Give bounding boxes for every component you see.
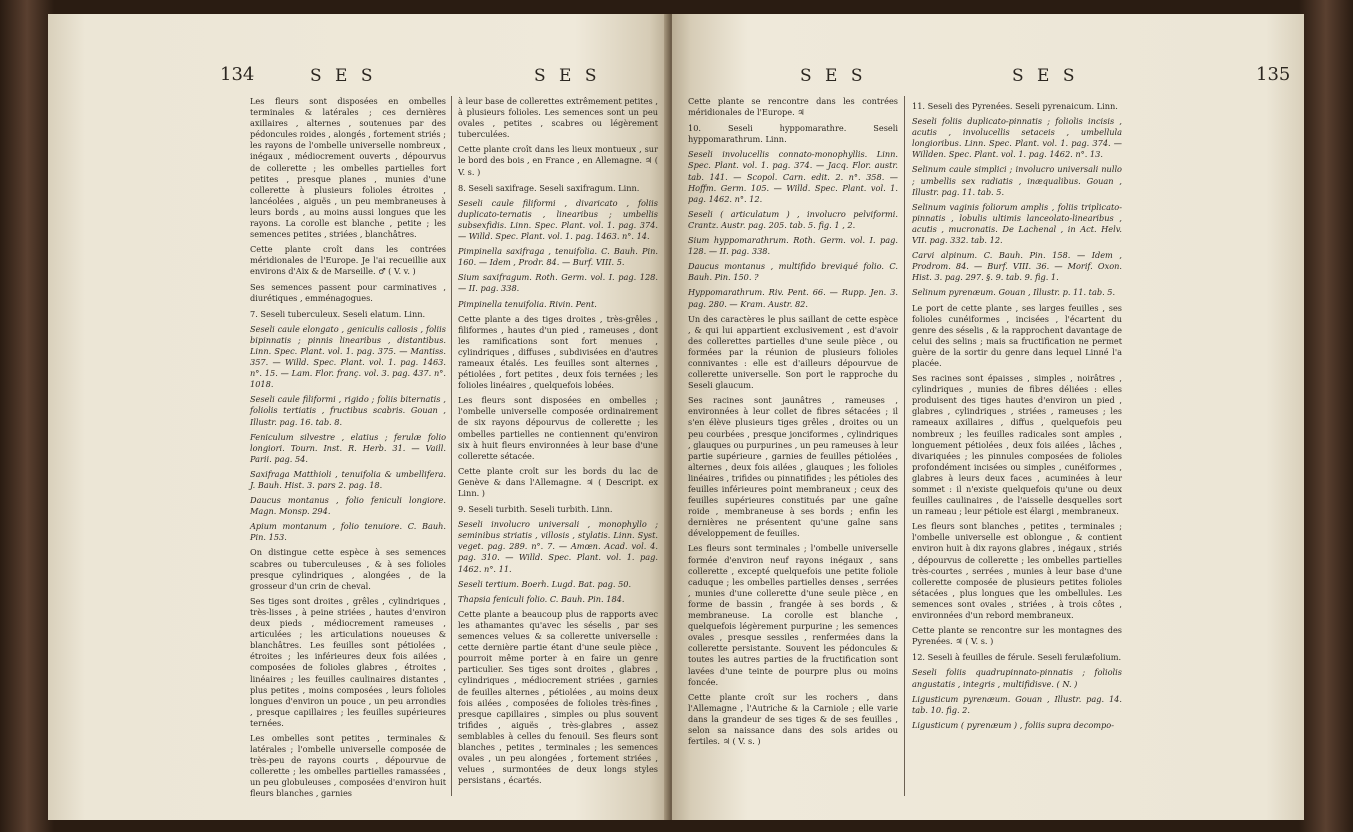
paragraph: 8. Seseli saxifrage. Seseli saxifragum. Linn. <box>458 182 640 193</box>
paragraph: Les ombelles sont petites , terminales & latérales ; l'ombelle universelle composée de très-peu de rayons courts , dépourvue de collerette ; les ombelles partielles ramassées , un peu globuleuses , composées d'environ huit fleurs blanches , garnies <box>250 732 446 799</box>
running-head-left-col2: S E S <box>534 66 601 86</box>
paragraph: On distingue cette espèce à ses semences scabres ou tuberculeuses , & à ses folioles presque cylindriques , alongées , de la grosseur d'un crin de cheval. <box>250 547 446 591</box>
paragraph: Sium hyppomarathrum. Roth. Germ. vol. I. pag. 128. — II. pag. 338. <box>688 235 898 257</box>
paragraph: Cette plante croît sur les bords du lac de Genève & dans l'Allemagne. ♃ ( Descript. ex Linn. ) <box>458 465 658 498</box>
paragraph: Saxifraga Matthioli , tenuifolia & umbellifera. J. Bauh. Hist. 3. pars 2. pag. 18. <box>250 468 446 490</box>
paragraph: Hyppomarathrum. Riv. Pent. 66. — Rupp. Jen. 3. pag. 280. — Kram. Austr. 82. <box>688 287 898 309</box>
right-page-column-2 <box>912 96 1122 735</box>
left-page-column-2 <box>458 96 658 790</box>
paragraph: Les fleurs sont blanches , petites , terminales ; l'ombelle universelle est oblongue , & contient environ huit à dix rayons glabres , inégaux , striés , dépourvus de collerette ; les ombelles partielles très-courtes , serrées , munies à leur base d'une collerette composée de plusieurs petites folioles sétacées , plus longues que les ombellules. Les semences sont ovales , striées , à trois côtes , environnées d'un rebord membraneux. <box>912 521 1122 621</box>
column-rule <box>904 96 905 796</box>
paragraph: Selinum pyrenæum. Gouan , Illustr. p. 11. tab. 5. <box>912 287 1116 298</box>
paragraph: Carvi alpinum. C. Bauh. Pin. 158. — Idem , Prodrom. 84. — Burf. VIII. 36. — Morif. Oxon. Hist. 3. pag. 297. §. 9. tab. 9. fig. 1. <box>912 250 1122 283</box>
running-head-left-col1: S E S <box>310 66 377 86</box>
paragraph: Cette plante croît dans les contrées méridionales de l'Europe. Je l'ai recueillie aux environs d'Aix & de Marseille. ♂ ( V. v. ) <box>250 244 446 277</box>
paragraph: Seseli caule filiformi , divaricato , foliis duplicato-ternatis , linearibus ; umbellis subsexfidis. Linn. Spec. Plant. vol. 1. pag. 374. — Willd. Spec. Plant. vol. 1. pag. 1463. n°. 14. <box>458 197 658 242</box>
paragraph: Cette plante croît dans les lieux montueux , sur le bord des bois , en France , en Allemagne. ♃ ( V. s. ) <box>458 144 658 177</box>
page-number-right: 135 <box>1256 64 1291 85</box>
paragraph: Thapsia feniculi folio. C. Bauh. Pin. 184. <box>458 593 625 604</box>
column-rule <box>451 96 452 796</box>
paragraph: Le port de cette plante , ses larges feuilles , ses folioles cunéiformes , incisées , l'écartent du genre des séselis , & la rapprochent davantage de celui des selins ; mais sa fructification ne permet guère de la sortir du genre dans lequel Linné l'a placée. <box>912 302 1122 368</box>
paragraph: Les fleurs sont disposées en ombelles ; l'ombelle universelle composée ordinairement de six rayons dépourvus de collerette ; les ombelles partielles ne contiennent qu'environ six à huit fleurs environnées à leur base d'une collerette sétacée. <box>458 395 658 461</box>
paragraph: 10. Seseli hyppomarathre. Seseli hyppomarathrum. Linn. <box>688 123 898 145</box>
paragraph: Seseli foliis quadrupinnato-pinnatis ; foliolis angustatis , integris , multifidisve. ( N. ) <box>912 667 1122 689</box>
paragraph: Pimpinella tenuifolia. Rivin. Pent. <box>458 298 597 309</box>
paragraph: Seseli involucellis connato-monophyllis. Linn. Spec. Plant. vol. 1. pag. 374. — Jacq. Flor. austr. tab. 141. — Scopol. Carn. edit. 2. n°. 358. — Hoffm. Germ. 105. — Willd. Spec. Plant. vol. 1. pag. 1462. n°. 12. <box>688 149 898 204</box>
paragraph: Ses racines sont épaisses , simples , noirâtres , cylindriques , munies de fibres déliées : elles produisent des tiges hautes d'environ un pied , glabres , cylindriques , striées , rameuses ; les rameaux axillaires , diffus , quelquefois peu nombreux ; les feuilles radicales sont amples , longuement pétiolées , deux fois ailées , lâches , divariquées ; les pinnules composées de folioles profondément incisées ou simples , cunéiformes , glabres à leurs deux faces , acuminées à leur sommet : il n'existe quelquefois qu'une ou deux feuilles caulinaires , de l'aisselle desquelles sort un rameau ; leur pétiole est élargi , membraneux. <box>912 373 1122 517</box>
paragraph: Ligusticum ( pyrenæum ) , foliis supra decompo- <box>912 719 1114 730</box>
paragraph: Un des caractères le plus saillant de cette espèce , & qui lui appartient exclusivement , est d'avoir des collerettes partielles d'une seule pièce , ou formées par la réunion de plusieurs folioles connivantes : elle est d'ailleurs dépourvue de collerette universelle. Son port le rapproche du Seseli glaucum. <box>688 313 898 391</box>
paragraph: Selinum caule simplici ; involucro universali nullo ; umbellis sex radiatis , inæqualibus. Gouan , Illustr. pag. 11. tab. 5. <box>912 164 1122 197</box>
paragraph: Cette plante croît sur les rochers , dans l'Allemagne , l'Autriche & la Carniole ; elle varie dans la grandeur de ses tiges & de ses feuilles , selon sa naissance dans des sols arides ou fertiles. ♃ ( V. s. ) <box>688 691 898 747</box>
paragraph: Daucus montanus , multifido breviqué folio. C. Bauh. Pin. 150. ? <box>688 261 898 283</box>
paragraph: Les fleurs sont terminales ; l'ombelle universelle formée d'environ neuf rayons inégaux , sans collerette , excepté quelquefois une petite foliole caduque ; les ombelles partielles denses , serrées , munies d'une collerette d'une seule pièce , en forme de bassin , frangée à ses bords , & membraneuse. La corolle est blanche , quelquefois légèrement purpurine ; les semences ovales , presque sessiles , renfermées dans la collerette persistante. Souvent les pédoncules & toutes les autres parties de la fructification sont lavées d'une teinte de pourpre plus ou moins foncée. <box>688 543 898 687</box>
running-head-right-col2: S E S <box>1012 66 1079 86</box>
paragraph: Cette plante se rencontre dans les contrées méridionales de l'Europe. ♃ <box>688 96 898 118</box>
paragraph: Ses racines sont jaunâtres , rameuses , environnées à leur collet de fibres sétacées ; il s'en élève plusieurs tiges grêles , droites ou un peu courbées , presque jonciformes , cylindriques , glauques ou purpurines , un peu rameuses à leur partie supérieure , garnies de feuilles pétiolées , alternes , deux fois ailées , glauques ; les folioles linéaires , trifides ou pinnatifides ; les pétioles des feuilles inférieures point membraneux ; ceux des feuilles supérieures constitués par une gaîne roide , membraneuse à ses bords ; enfin les dernières ne présentent qu'une gaîne sans développement de feuilles. <box>688 395 898 539</box>
paragraph: à leur base de collerettes extrêmement petites , à plusieurs folioles. Les semences sont un peu ovales , petites , scabres ou légèrement tuberculées. <box>458 96 658 140</box>
paragraph: Seseli foliis duplicato-pinnatis ; foliolis incisis , acutis , involucellis setaceis , umbellula longioribus. Linn. Spec. Plant. vol. 1. pag. 374. — Willden. Spec. Plant. vol. 1. pag. 1462. n°. 13. <box>912 116 1122 160</box>
paragraph: Cette plante a beaucoup plus de rapports avec les athamantes qu'avec les séselis , par ses semences velues & sa collerette universelle : cette dernière partie étant d'une seule pièce , pourroit même porter à en faire un genre particulier. Ses tiges sont droites , glabres , cylindriques , médiocrement striées , garnies de feuilles alternes , pétiolées , au moins deux fois ailées , composées de folioles très-fines , presque capillaires , simples ou plus souvent trifides , aiguës , très-glabres , assez semblables à celles du fenouil. Ses fleurs sont blanches , petites , terminales ; les semences ovales , un peu alongées , fortement striées , velues , surmontées de deux longs styles persistans , écartés. <box>458 608 658 786</box>
paragraph: Seseli involucro universali , monophyllo ; seminibus striatis , villosis , stylatis. Linn. Syst. veget. pag. 289. n°. 7. — Amœn. Acad. vol. 4. pag. 310. — Willd. Spec. Plant. vol. 1. pag. 1462. n°. 11. <box>458 519 658 574</box>
paragraph: Ses semences passent pour carminatives , diurétiques , emménagogues. <box>250 281 446 303</box>
running-head-right-col1: S E S <box>800 66 867 86</box>
paragraph: Seseli tertium. Boerh. Lugd. Bat. pag. 50. <box>458 578 632 589</box>
paragraph: Seseli ( articulatum ) , involucro pelviformi. Crantz. Austr. pag. 205. tab. 5. fig. 1 , 2. <box>688 208 898 230</box>
paragraph: Apium montanum , folio tenuiore. C. Bauh. Pin. 153. <box>250 521 446 543</box>
page-number-left: 134 <box>220 64 255 85</box>
paragraph: 9. Seseli turbith. Seseli turbith. Linn. <box>458 504 613 515</box>
paragraph: Daucus montanus , folio feniculi longiore. Magn. Monsp. 294. <box>250 495 446 517</box>
paragraph: Cette plante a des tiges droites , très-grêles , filiformes , hautes d'un pied , rameuses , dont les ramifications sont fort menues , cylindriques , diffuses , subdivisées en d'autres rameaux étalés. Les feuilles sont alternes , pétiolées , fort petites , deux fois ternées ; les folioles linéaires , quelquefois lobées. <box>458 313 658 391</box>
paragraph: Sium saxifragum. Roth. Germ. vol. I. pag. 128. — II. pag. 338. <box>458 272 658 294</box>
paragraph: Les fleurs sont disposées en ombelles terminales & latérales ; ces dernières axillaires , alternes , soutenues par des pédoncules roides , alongés , fortement striés ; les rayons de l'ombelle universelle nombreux , inégaux , médiocrement ouverts , dépourvus de collerette ; les ombelles partielles fort petites , presque planes , munies d'une collerette à plusieurs folioles étroites , lancéolées , aiguës , un peu membraneuses à leurs bords , au moins aussi longues que les rayons. La corolle est blanche , petite ; les semences petites , striées , blanchâtres. <box>250 96 446 240</box>
paragraph: Pimpinella saxifraga , tenuifolia. C. Bauh. Pin. 160. — Idem , Prodr. 84. — Burf. VIII. 5. <box>458 246 658 268</box>
paragraph: Seseli caule filiformi , rigido ; foliis biternatis , foliolis tertiatis , fructibus scabris. Gouan , Illustr. pag. 16. tab. 8. <box>250 394 446 427</box>
left-page-column-1 <box>250 96 446 804</box>
paragraph: Feniculum silvestre , elatius ; ferulæ folio longiori. Tourn. Inst. R. Herb. 31. — Vaill. Parii. pag. 54. <box>250 431 446 464</box>
left-page <box>48 14 668 820</box>
paragraph: Ligusticum pyrenæum. Gouan , Illustr. pag. 14. tab. 10. fig. 2. <box>912 693 1122 715</box>
paragraph: Cette plante se rencontre sur les montagnes des Pyrenées. ♃ ( V. s. ) <box>912 625 1122 647</box>
paragraph: 12. Seseli à feuilles de férule. Seseli ferulæfolium. <box>912 652 1122 663</box>
paragraph: 11. Seseli des Pyrenées. Seseli pyrenaicum. Linn. <box>912 101 1118 111</box>
paragraph: Seseli caule elongato , geniculis callosis , foliis bipinnatis ; pinnis linearibus , distantibus. Linn. Spec. Plant. vol. 1. pag. 375. — Mantiss. 357. — Willd. Spec. Plant. vol. 1. pag. 1463. n°. 15. — Lam. Flor. franç. vol. 3. pag. 437. n°. 1018. <box>250 323 446 390</box>
paragraph: Ses tiges sont droites , grêles , cylindriques , très-lisses , à peine striées , hautes d'environ deux pieds , médiocrement rameuses , articulées ; les articulations noueuses & blanchâtres. Les feuilles sont pétiolées , étroites ; les inférieures deux fois ailées , composées de folioles glabres , étroites , linéaires ; les feuilles caulinaires distantes , plus petites , moins composées , leurs folioles longues d'environ un pouce , un peu arrondies , presque capillaires ; les feuilles supérieures ternées. <box>250 595 446 728</box>
right-page-column-1 <box>688 96 898 751</box>
paragraph: 7. Seseli tuberculeux. Seseli elatum. Linn. <box>250 308 426 319</box>
paragraph: Selinum vaginis foliorum amplis , foliis triplicato-pinnatis , lobulis ultimis lanceolato-linearibus , acutis , mucronatis. De Lachenal , in Act. Helv. VII. pag. 332. tab. 12. <box>912 201 1122 246</box>
right-page <box>672 14 1304 820</box>
